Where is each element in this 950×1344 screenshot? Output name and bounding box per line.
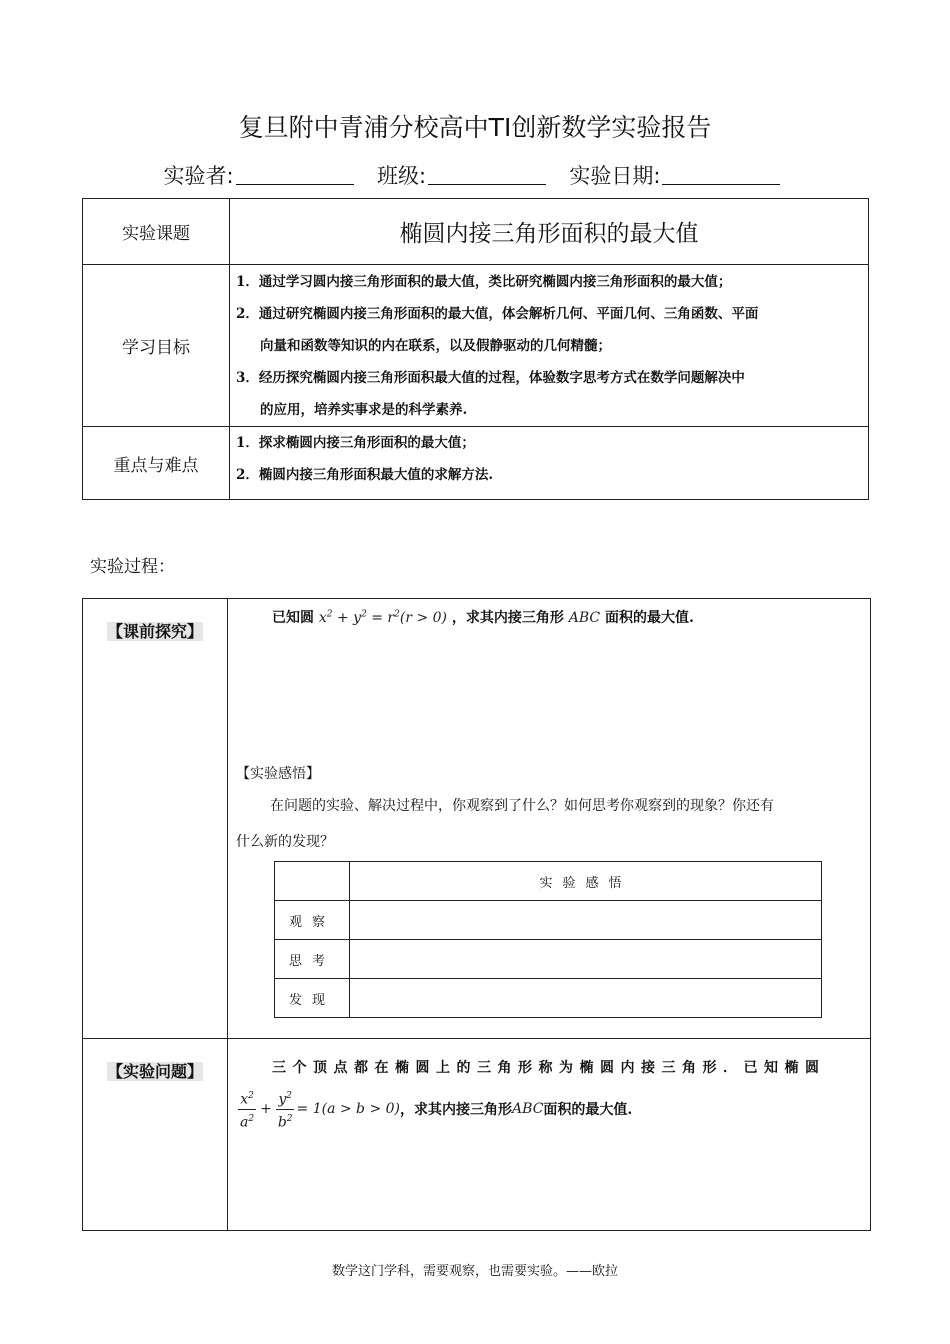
insight-row-label: 思考 <box>275 940 350 979</box>
goal-line: 2．通过研究椭圆内接三角形面积的最大值，体会解析几何、平面几何、三角函数、平面 <box>236 305 759 322</box>
class-field[interactable] <box>428 164 546 185</box>
pre-problem-mid: ，求其内接三角形 <box>451 610 564 626</box>
insight-title: 【实验感悟】 <box>236 766 320 782</box>
exp-problem-label: 【实验问题】 <box>106 1062 203 1081</box>
goal-line: 3．经历探究椭圆内接三角形面积最大值的过程，体验数字思考方式在数学问题解决中 <box>236 369 745 386</box>
key-label: 重点与难点 <box>83 427 230 500</box>
info-table <box>82 198 869 500</box>
exp-problem-cell <box>83 1039 228 1231</box>
page-title: 复旦附中青浦分校高中TI创新数学实验报告 <box>238 113 712 142</box>
pre-problem <box>272 607 694 627</box>
insight-row-input[interactable] <box>350 901 822 940</box>
triangle-abc: ABC <box>512 1101 544 1118</box>
insight-table-header: 实验感悟 <box>350 862 822 901</box>
date-label: 实验日期: <box>569 164 661 188</box>
goal-line: 向量和函数等知识的内在联系，以及假静驱动的几何精髓； <box>260 337 611 354</box>
insight-row-input[interactable] <box>350 979 822 1018</box>
key-point: 2．椭圆内接三角形面积最大值的求解方法. <box>236 467 494 483</box>
experimenter-field[interactable] <box>236 164 354 185</box>
pre-explore-label: 【课前探究】 <box>106 622 203 641</box>
process-label: 实验过程： <box>90 557 175 577</box>
insight-text-1: 在问题的实验、解决过程中，你观察到了什么？如何思考你观察到的现象？你还有 <box>270 798 774 814</box>
insight-row-input[interactable] <box>350 940 822 979</box>
pre-problem-suffix: 面积的最大值. <box>605 610 694 626</box>
pre-problem-prefix: 已知圆 <box>272 610 314 626</box>
exp-problem-text-1: 三个顶点都在椭圆上的三角形称为椭圆内接三角形．已知椭圆 <box>272 1060 826 1076</box>
info-line <box>0 160 950 190</box>
goal-line: 的应用，培养实事求是的科学素养. <box>260 401 468 418</box>
insight-row-label: 观察 <box>275 901 350 940</box>
key-point: 1．探求椭圆内接三角形面积的最大值； <box>236 435 475 451</box>
insight-row-label: 发现 <box>275 979 350 1018</box>
exp-problem-text-2: ，求其内接三角形 <box>400 1102 513 1119</box>
date-field[interactable] <box>662 164 780 185</box>
class-label: 班级: <box>376 164 427 188</box>
exp-problem-line-2 <box>236 1087 632 1131</box>
exp-problem-content <box>228 1039 871 1231</box>
exp-problem-text-3: 面积的最大值. <box>543 1102 633 1119</box>
footer-quote: 数学这门学科，需要观察，也需要实验。——欧拉 <box>331 1264 618 1279</box>
triangle-abc: ABC <box>568 610 601 626</box>
ellipse-equation-tail: = 1(a > b > 0) <box>296 1101 401 1118</box>
insight-text-2: 什么新的发现？ <box>236 834 334 850</box>
goals-label: 学习目标 <box>83 265 230 427</box>
experimenter-label: 实验者: <box>163 164 234 188</box>
topic-value: 椭圆内接三角形面积的最大值 <box>230 199 869 265</box>
topic-label: 实验课题 <box>83 199 230 265</box>
goals-list <box>230 265 869 427</box>
ellipse-equation: $\frac{x^2}{a^2}$ + $\frac{y^2}{b^2}$ = 1(a > b > 0) <box>236 1087 400 1131</box>
circle-equation: $x^2 + y^2 = r^2(r > 0)$ <box>318 609 448 626</box>
pre-explore-cell <box>83 599 228 1039</box>
insight-table <box>274 861 822 1018</box>
key-points <box>230 427 869 500</box>
goal-line: 1．通过学习圆内接三角形面积的最大值，类比研究椭圆内接三角形面积的最大值； <box>236 273 732 290</box>
